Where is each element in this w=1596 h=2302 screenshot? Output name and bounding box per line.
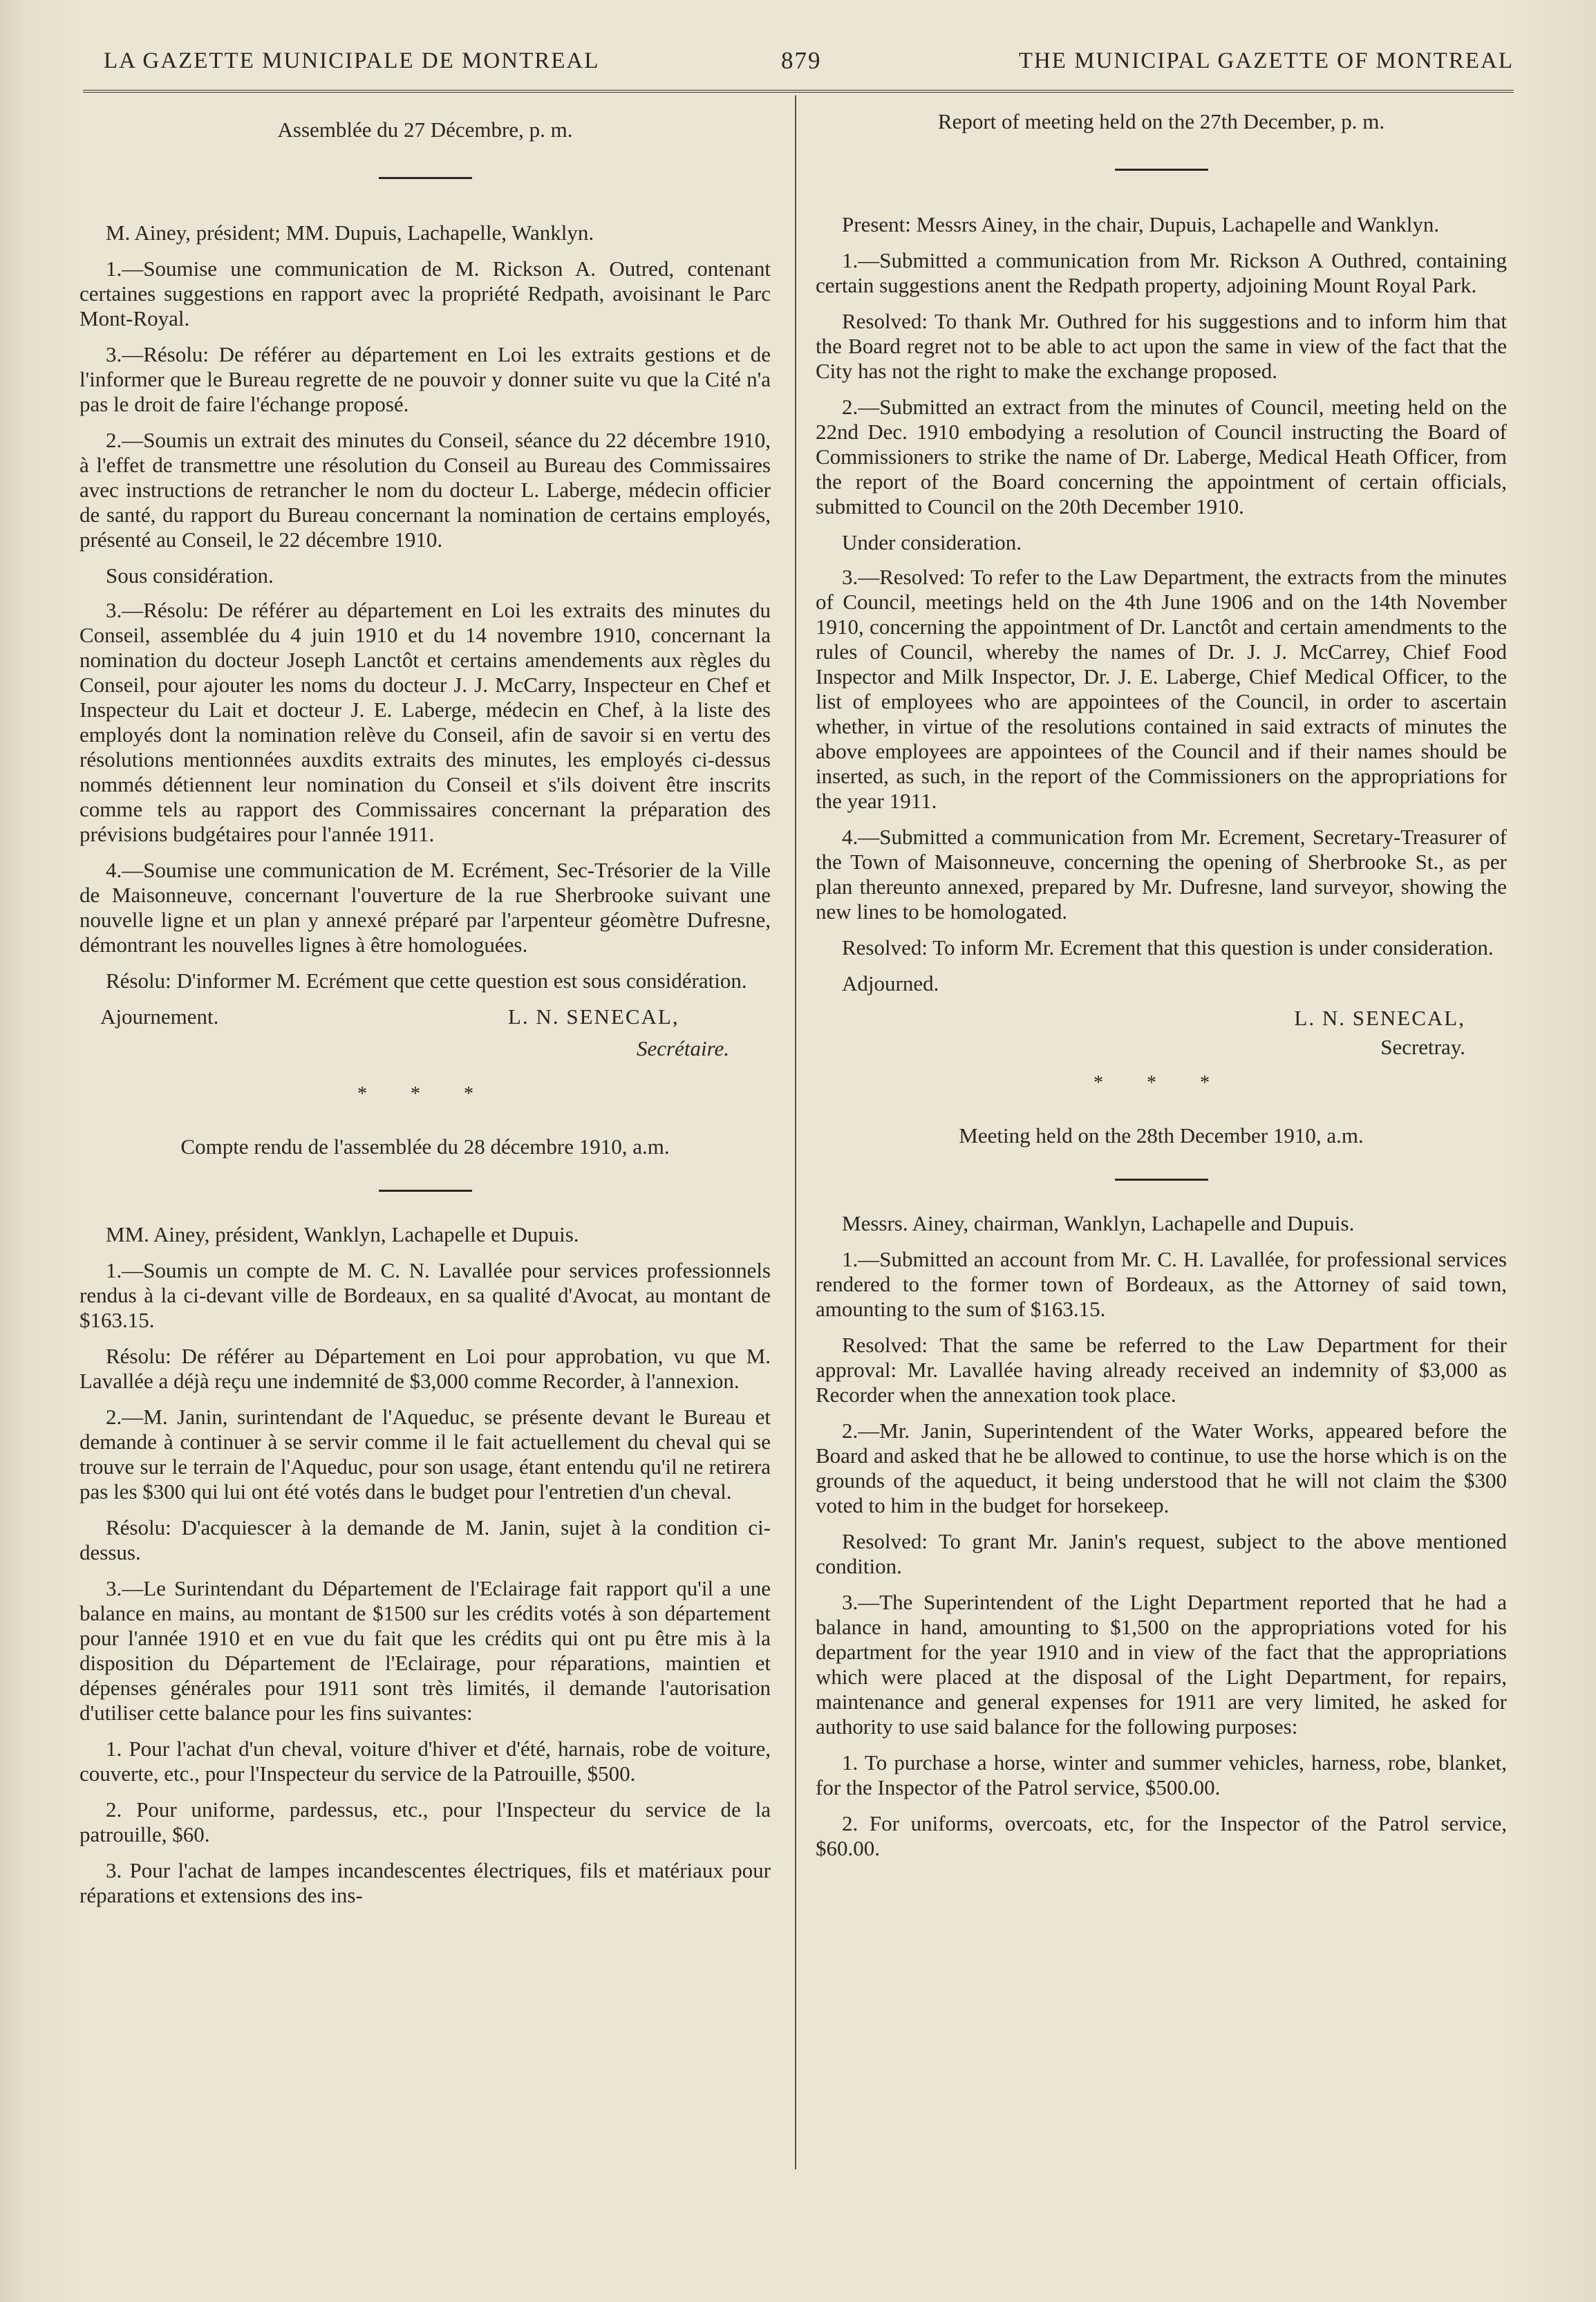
- french-under-consideration: Sous considération.: [106, 563, 274, 588]
- header-english-title: THE MUNICIPAL GAZETTE OF MONTREAL: [1018, 48, 1514, 73]
- french-item-2-2: 2.—M. Janin, surintendant de l'Aqueduc, se présente devant le Bureau et demande à continuer à se servir comme il le fait actuellement du cheval qui se trouve sur le terrain de l'Aqueduc, pour son usage, étant entendu qu'il ne retirera pas les $300 qui lui ont été votés dans le budget pour l'entretien d'un cheval.: [79, 1405, 771, 1504]
- french-present: M. Ainey, président; MM. Dupuis, Lachapelle, Wanklyn.: [106, 221, 594, 245]
- section-rule: [1115, 1179, 1208, 1181]
- column-divider: [795, 95, 796, 2169]
- english-item-4: 4.—Submitted a communication from Mr. Ecrement, Secretary-Treasurer of the Town of Maisonneuve, concerning the opening of Sherbrooke St., as per plan thereunto annexed, prepared by Mr. Dufresne, land surveyor, showing the new lines to be homologated.: [816, 825, 1507, 924]
- english-purpose-1: 1. To purchase a horse, winter and summer vehicles, harness, robe, blanket, for the Inspector of the Patrol service, $500.00.: [816, 1750, 1507, 1799]
- french-column: [79, 104, 771, 1919]
- french-signature-role: Secrétaire.: [637, 1036, 729, 1060]
- french-item-4: 4.—Soumise une communication de M. Ecrément, Sec-Trésorier de la Ville de Maisonneuve, concernant l'ouverture de la rue Sherbrooke suivant une nouvelle ligne et un plan y annexé préparé par l'arpenteur géomètre Dufresne, démontrant les nouvelles lignes à être homologuées.: [79, 858, 771, 957]
- english-item-2: 2.—Submitted an extract from the minutes of Council, meeting held on the 22nd Dec. 1910 embodying a resolution of Council instructing the Board of Commissioners to strike the name of Dr. Laberge, Medical Heath Officer, from the report of the Board concerning the appointment of certain officials, submitted to Council on the 20th December 1910.: [816, 395, 1507, 518]
- french-present-2: MM. Ainey, président, Wanklyn, Lachapelle et Dupuis.: [106, 1222, 579, 1246]
- french-item-1: 1.—Soumise une communication de M. Rickson A. Outred, contenant certaines suggestions en rapport avec la propriété Redpath, avoisinant le Parc Mont-Royal.: [79, 256, 771, 330]
- english-under-consideration: Under consideration.: [842, 530, 1022, 554]
- french-signature-name: L. N. SENECAL,: [508, 1004, 679, 1029]
- french-purpose-3: 3. Pour l'achat de lampes incandescentes électriques, fils et matériaux pour réparations et extensions des ins-: [79, 1858, 771, 1907]
- french-resolution-1: 3.—Résolu: De référer au département en Loi les extraits gestions et de l'informer que le Bureau regrette de ne pouvoir y donner suite vu que la Cité n'a pas le droit de faire l'échange proposé.: [79, 342, 771, 416]
- french-meeting-title-1: Assemblée du 27 Décembre, p. m.: [277, 118, 573, 142]
- english-signature-name: L. N. SENECAL,: [1294, 1006, 1465, 1030]
- english-column: [816, 104, 1507, 1872]
- french-item-2: 2.—Soumis un extrait des minutes du Conseil, séance du 22 décembre 1910, à l'effet de transmettre une résolution du Conseil au Bureau des Commissaires avec instructions de retrancher le nom du docteur L. Laberge, médecin officier de santé, du rapport du Bureau concernant la nomination de certains employés, présenté au Conseil, le 22 décembre 1910.: [79, 428, 771, 552]
- english-resolution-1: Resolved: To thank Mr. Outhred for his suggestions and to inform him that the Board regret not to be able to act upon the same in view of the fact that the City has not the right to make the exchange proposed.: [816, 309, 1507, 383]
- french-resolution-3: 3.—Résolu: De référer au département en Loi les extraits des minutes du Conseil, assemblée du 4 juin 1910 et du 14 novembre 1910, concernant la nomination du docteur Joseph Lanctôt et certains amendements aux règles du Conseil, pour ajouter les noms du docteur J. J. McCarry, Inspecteur en Chef et Inspecteur du Lait et docteur J. E. Laberge, médecin en Chef, à la liste des employés dont la nomination relève du Conseil, afin de savoir si en vertu des résolutions mentionnées auxdits extraits des minutes, les employés ci-dessus nommés détiennent leur nomination du Conseil et s'ils doivent être inscrits comme tels au rapport des Commissaires concernant la préparation des prévisions budgétaires pour l'année 1911.: [79, 598, 771, 846]
- english-present: Present: Messrs Ainey, in the chair, Dupuis, Lachapelle and Wanklyn.: [842, 212, 1440, 236]
- english-adjourned: Adjourned.: [842, 971, 939, 995]
- english-resolution-2-2: Resolved: To grant Mr. Janin's request, subject to the above mentioned condition.: [816, 1529, 1507, 1578]
- section-rule: [379, 1190, 472, 1192]
- page-number: 879: [781, 47, 822, 74]
- english-resolution-3: 3.—Resolved: To refer to the Law Department, the extracts from the minutes of Council, meetings held on the 4th June 1906 and on the 14th November 1910, concerning the appointment of Dr. Lanctôt and certain amendments to the rules of Council, whereby the names of Dr. J. J. McCarrey, Chief Food Inspector and Milk Inspector, Dr. J. E. Laberge, Chief Medical Officer, to the list of employees who are appointees of the Council, in order to ascertain whether, in virtue of the resolutions contained in said extracts of minutes the above employees are appointees of the Council and if their names should be inserted, as such, in the report of the Commissioners on the appropriations for the year 1911.: [816, 565, 1507, 813]
- french-resolution-2-2: Résolu: D'acquiescer à la demande de M. Janin, sujet à la condition ci-dessus.: [79, 1515, 771, 1564]
- page-header: [83, 40, 1514, 88]
- section-rule: [379, 177, 472, 179]
- french-resolution-2-1: Résolu: De référer au Département en Loi pour approbation, vu que M. Lavallée a déjà reçu une indemnité de $3,000 comme Recorder, à l'annexion.: [79, 1344, 771, 1393]
- header-rule: [83, 90, 1514, 93]
- english-resolution-2-1: Resolved: That the same be referred to the Law Department for their approval: Mr. Lavallée having already received an indemnity of $3,000 as Recorder when the annexation took place.: [816, 1333, 1507, 1407]
- french-item-2-1: 1.—Soumis un compte de M. C. N. Lavallée pour services professionnels rendus à la ci-devant ville de Bordeaux, en sa qualité d'Avocat, au montant de $163.15.: [79, 1258, 771, 1332]
- french-signature: [79, 1036, 729, 1061]
- french-meeting-title-2: Compte rendu de l'assemblée du 28 décembre 1910, a.m.: [180, 1134, 670, 1159]
- english-purpose-2: 2. For uniforms, overcoats, etc, for the Inspector of the Patrol service, $60.00.: [816, 1811, 1507, 1860]
- english-signature-role: Secretray.: [1380, 1035, 1465, 1059]
- english-signature: [816, 1006, 1465, 1060]
- french-adjourned: Ajournement.: [100, 1004, 219, 1029]
- english-item-2-2: 2.—Mr. Janin, Superintendent of the Water Works, appeared before the Board and asked that he be allowed to continue, to use the horse which is on the grounds of the aqueduct, it being understood that he will not claim the $300 voted to him in the budget for horsekeep.: [816, 1419, 1507, 1517]
- french-purpose-1: 1. Pour l'achat d'un cheval, voiture d'hiver et d'été, harnais, robe de voiture, couverte, etc., pour l'Inspecteur du service de la Patrouille, $500.: [79, 1737, 771, 1786]
- english-present-2: Messrs. Ainey, chairman, Wanklyn, Lachapelle and Dupuis.: [842, 1211, 1355, 1235]
- french-resolution-4: Résolu: D'informer M. Ecrément que cette question est sous considération.: [106, 968, 747, 993]
- section-rule: [1115, 169, 1208, 171]
- section-stars: * * *: [1093, 1072, 1229, 1094]
- english-item-2-3: 3.—The Superintendent of the Light Department reported that he had a balance in hand, amounting to $1,500 on the appropriations voted for his department for the year 1910 and in view of the fact that the appropriations which were placed at the disposal of the Light Department, for repairs, maintenance and general expenses for 1911 are very limited, he asked for authority to use said balance for the following purposes:: [816, 1590, 1507, 1739]
- english-meeting-title-2: Meeting held on the 28th December 1910, a.m.: [959, 1123, 1364, 1148]
- french-purpose-2: 2. Pour uniforme, pardessus, etc., pour l'Inspecteur du service de la patrouille, $60.: [79, 1797, 771, 1846]
- french-item-2-3: 3.—Le Surintendant du Département de l'Eclairage fait rapport qu'il a une balance en mains, au montant de $1500 sur les crédits votés à son département pour l'année 1910 et en vue du fait que les crédits qui ont pu être mis à la disposition du Département de l'Eclairage, pour réparations, maintien et dépenses générales pour 1911 sont très limités, il demande l'autorisation d'utiliser cette balance pour les fins suivantes:: [79, 1576, 771, 1725]
- english-item-1: 1.—Submitted a communication from Mr. Rickson A Outhred, containing certain suggestions anent the Redpath property, adjoining Mount Royal Park.: [816, 248, 1507, 297]
- section-stars: * * *: [357, 1083, 493, 1105]
- french-adjourn-row: [79, 1004, 771, 1032]
- english-meeting-title-1: Report of meeting held on the 27th December, p. m.: [937, 109, 1385, 133]
- header-french-title: LA GAZETTE MUNICIPALE DE MONTREAL: [104, 48, 600, 73]
- english-item-2-1: 1.—Submitted an account from Mr. C. H. Lavallée, for professional services rendered to the former town of Bordeaux, as the Attorney of said town, amounting to the sum of $163.15.: [816, 1247, 1507, 1321]
- english-resolution-4: Resolved: To inform Mr. Ecrement that this question is under consideration.: [842, 935, 1494, 960]
